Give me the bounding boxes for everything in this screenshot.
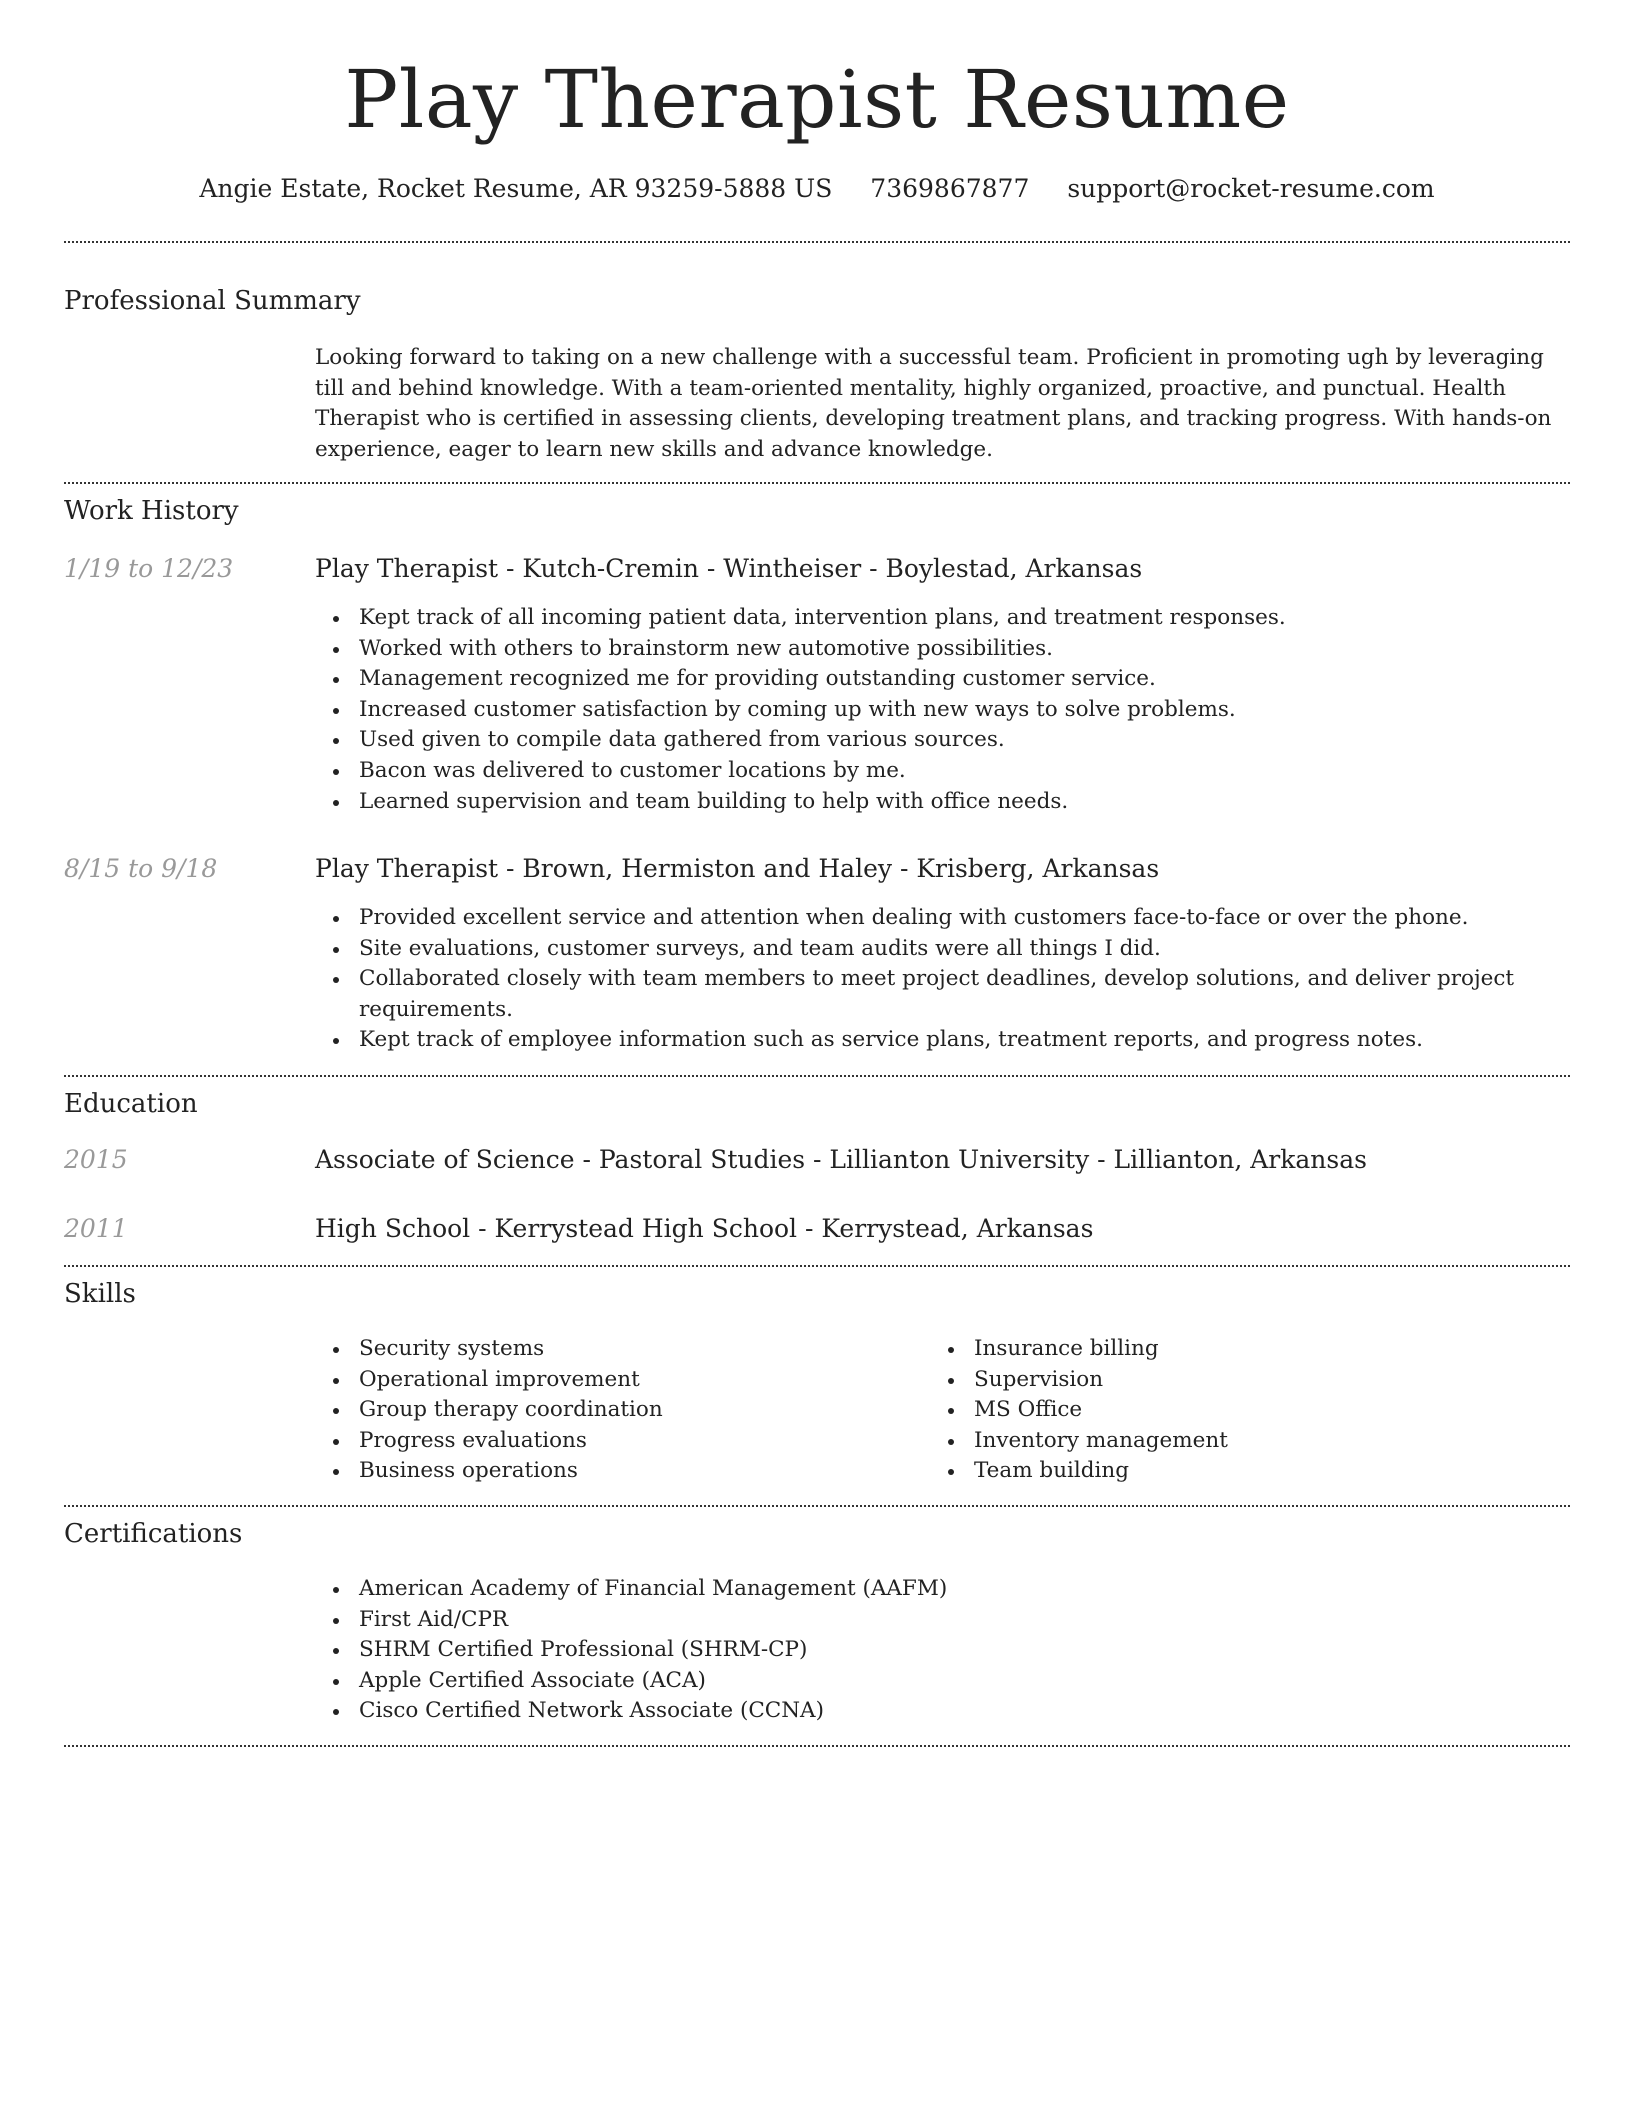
list-item: Used given to compile data gathered from various sources. [359, 725, 1611, 756]
list-item: Team building [974, 1456, 1534, 1487]
list-item: Provided excellent service and attention when dealing with customers face-to-face or over the phone. [359, 903, 1569, 934]
degree: Associate of Science - Pastoral Studies [315, 1145, 806, 1174]
divider [64, 482, 1570, 484]
certifications-heading: Certifications [64, 1519, 243, 1549]
skills-list-left [315, 1334, 919, 1487]
list-item: Operational improvement [359, 1365, 919, 1396]
list-item: Kept track of all incoming patient data, intervention plans, and treatment responses. [359, 603, 1611, 634]
phone: 7369867877 [870, 174, 1030, 203]
list-item: Security systems [359, 1334, 919, 1365]
job-dates: 8/15 to 9/18 [64, 854, 218, 883]
list-item: Learned supervision and team building to help with office needs. [359, 787, 1611, 818]
list-item: American Academy of Financial Management (AAFM) [359, 1574, 1459, 1605]
page-title: Play Therapist Resume [344, 53, 1290, 146]
school: - Lillianton University - Lillianton, Arkansas [805, 1145, 1367, 1174]
list-item: Inventory management [974, 1426, 1534, 1457]
job-role: Play Therapist [315, 854, 499, 883]
summary-heading: Professional Summary [64, 286, 361, 316]
list-item: SHRM Certified Professional (SHRM-CP) [359, 1635, 1459, 1666]
summary-text: Looking forward to taking on a new challenge with a successful team. Proficient in promoting ugh by leveraging till and behind knowledge. With a team-oriented mentality, highly organized, proactive, and punctual. Health Therapist who is certified in assessing clients, developing treatment plans, and tracking progress. With hands-on experience, eager to learn new skills and advance knowledge. [315, 345, 1552, 462]
degree: High School [315, 1214, 471, 1243]
job-employer: - Kutch-Cremin - Wintheiser - Boylestad, Arkansas [498, 554, 1143, 583]
education-entry [315, 1144, 1565, 1176]
list-item: Increased customer satisfaction by coming up with new ways to solve problems. [359, 695, 1611, 726]
email: support@rocket-resume.com [1067, 174, 1435, 203]
list-item: First Aid/CPR [359, 1605, 1459, 1636]
job-title [315, 553, 1565, 585]
job-role: Play Therapist [315, 554, 499, 583]
divider [64, 241, 1570, 243]
skills-list-right [930, 1334, 1534, 1487]
list-item: Collaborated closely with team members to meet project deadlines, develop solutions, and deliver project requirements. [359, 964, 1569, 1025]
education-heading: Education [64, 1089, 198, 1119]
list-item: Insurance billing [974, 1334, 1534, 1365]
divider [64, 1505, 1570, 1507]
list-item: Business operations [359, 1456, 919, 1487]
divider [64, 1075, 1570, 1077]
list-item: Bacon was delivered to customer locations by me. [359, 756, 1611, 787]
divider [64, 1745, 1570, 1747]
list-item: Worked with others to brainstorm new automotive possibilities. [359, 634, 1611, 665]
job-bullets [315, 603, 1611, 817]
certifications-list [315, 1574, 1459, 1727]
list-item: Site evaluations, customer surveys, and team audits were all things I did. [359, 934, 1569, 965]
list-item: MS Office [974, 1395, 1534, 1426]
job-bullets [315, 903, 1569, 1056]
education-year: 2015 [64, 1145, 128, 1174]
school: - Kerrystead High School - Kerrystead, Arkansas [470, 1214, 1094, 1243]
list-item: Supervision [974, 1365, 1534, 1396]
education-year: 2011 [64, 1214, 128, 1243]
work-history-heading: Work History [64, 496, 239, 526]
list-item: Kept track of employee information such as service plans, treatment reports, and progress notes. [359, 1025, 1569, 1056]
list-item: Apple Certified Associate (ACA) [359, 1666, 1459, 1697]
list-item: Group therapy coordination [359, 1395, 919, 1426]
job-dates: 1/19 to 12/23 [64, 554, 234, 583]
contact-line [64, 172, 1570, 206]
list-item: Management recognized me for providing outstanding customer service. [359, 664, 1611, 695]
job-employer: - Brown, Hermiston and Haley - Krisberg, Arkansas [498, 854, 1160, 883]
list-item: Cisco Certified Network Associate (CCNA) [359, 1696, 1459, 1727]
list-item: Progress evaluations [359, 1426, 919, 1457]
education-entry [315, 1213, 1565, 1245]
address: Angie Estate, Rocket Resume, AR 93259-5888 US [199, 174, 833, 203]
skills-heading: Skills [64, 1279, 136, 1309]
job-title [315, 853, 1565, 885]
divider [64, 1265, 1570, 1267]
